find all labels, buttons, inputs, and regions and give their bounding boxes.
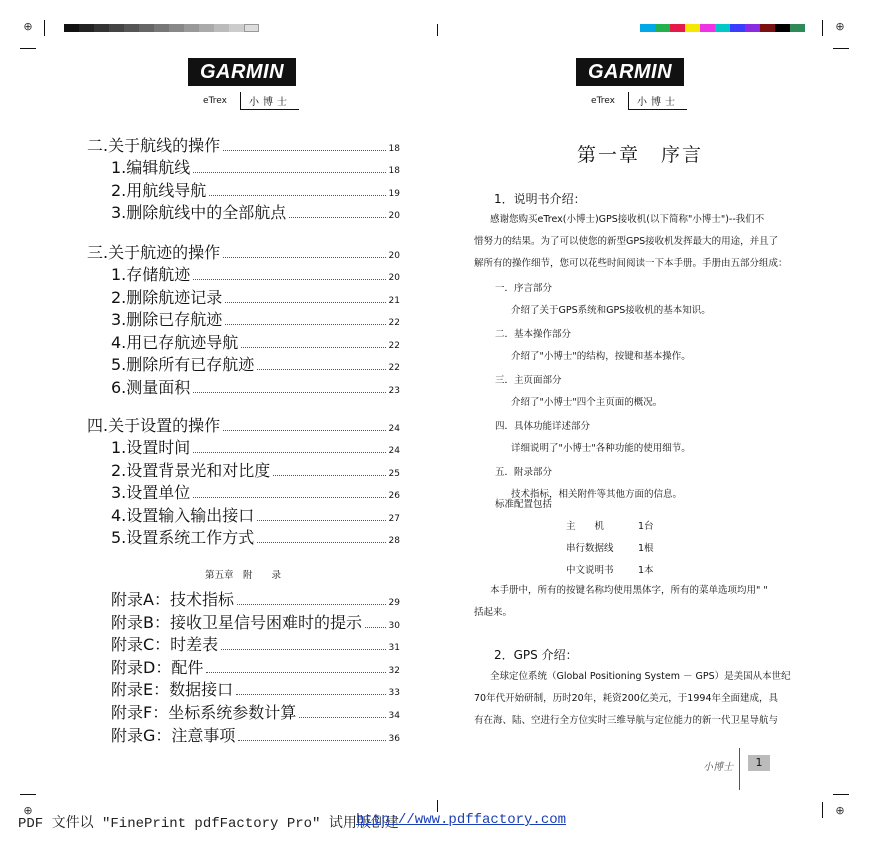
toc-page-number: 24	[388, 424, 400, 434]
registration-target-icon: ⊕	[23, 20, 33, 33]
section-1-title: 1．说明书介绍：	[494, 192, 586, 206]
color-swatch	[745, 24, 760, 32]
toc-item	[111, 285, 400, 308]
part-description: 详细说明了"小博士"各种功能的使用细节。	[511, 443, 691, 454]
toc-item	[111, 503, 400, 526]
toc-page-number: 19	[388, 188, 400, 199]
toc-entry-title: 5.删除所有已存航迹	[111, 352, 257, 375]
toc-entry-title: 1.设置时间	[111, 435, 193, 458]
crop-mark	[833, 794, 849, 795]
config-quantity: 1本	[638, 565, 654, 576]
crop-mark	[437, 800, 438, 812]
note-line: 本手册中，所有的按键名称均使用黑体字，所有的菜单选项均用" "	[490, 585, 768, 596]
toc-item	[111, 458, 400, 481]
toc-leader-dots	[237, 604, 386, 605]
garmin-logo	[576, 58, 684, 86]
pdffactory-link[interactable]	[356, 812, 566, 828]
toc-entry-title: 三.关于航迹的操作	[87, 240, 223, 263]
intro-line: 感谢您购买eTrex(小博士)GPS接收机(以下简称"小博士")--我们不	[490, 214, 765, 225]
toc-leader-dots	[193, 452, 385, 453]
toc-entry-title: 1.编辑航线	[111, 155, 193, 178]
gps-line: 有在海、陆、空进行全方位实时三维导航与定位能力的新一代卫星导航与	[474, 715, 779, 726]
toc-entry-title: 4.设置输入输出接口	[111, 503, 257, 526]
toc-page-number: 23	[388, 386, 400, 396]
toc-leader-dots	[257, 369, 385, 370]
chapter5-title: 第五章 附 录	[205, 570, 282, 581]
toc-page-number: 22	[388, 318, 400, 329]
color-swatch	[700, 24, 715, 32]
part-description: 技术指标，相关附件等其他方面的信息。	[511, 489, 683, 500]
footer-divider	[739, 748, 740, 790]
toc-entry-title: 附录B：接收卫星信号困难时的提示	[111, 610, 365, 633]
note-line: 括起来。	[474, 607, 513, 618]
toc-entry-title: 3.设置单位	[111, 480, 193, 503]
registration-target-icon: ⊕	[835, 20, 845, 33]
toc-page-number: 26	[388, 491, 400, 502]
color-swatch	[790, 24, 805, 32]
logo-brand: GARMIN	[587, 60, 673, 83]
toc-item	[111, 352, 400, 375]
part-description: 介绍了"小博士"四个主页面的概况。	[511, 397, 663, 408]
product-name: 小博士	[240, 92, 299, 110]
toc-page-number: 22	[388, 363, 400, 374]
toc-appendix-item	[111, 700, 400, 723]
toc-leader-dots	[223, 430, 385, 431]
part-title: 四．具体功能详述部分	[495, 421, 591, 432]
toc-item	[111, 307, 400, 330]
toc-item	[111, 178, 400, 201]
toc-item	[111, 262, 400, 285]
toc-leader-dots	[221, 649, 385, 650]
color-swatch	[685, 24, 700, 32]
toc-leader-dots	[257, 542, 385, 543]
config-quantity: 1台	[638, 521, 654, 532]
toc-leader-dots	[238, 740, 385, 741]
toc-leader-dots	[193, 172, 385, 173]
toc-page-number: 32	[388, 665, 400, 676]
toc-entry-title: 2.删除航迹记录	[111, 285, 225, 308]
part-description: 介绍了关于GPS系统和GPS接收机的基本知识。	[511, 305, 711, 316]
toc-item	[111, 330, 400, 353]
color-swatch	[655, 24, 670, 32]
toc-section	[87, 240, 400, 263]
color-swatch	[730, 24, 745, 32]
intro-line: 惜努力的结果。为了可以使您的新型GPS接收机发挥最大的用途，并且了	[474, 236, 779, 247]
pdffactory-link-text: http://www.pdffactory.com	[356, 812, 567, 828]
color-swatch	[670, 24, 685, 32]
toc-entry-title: 附录C：时差表	[111, 632, 221, 655]
toc-entry-title: 二.关于航线的操作	[87, 133, 223, 156]
toc-entry-title: 3.删除航线中的全部航点	[111, 200, 289, 223]
toc-leader-dots	[193, 392, 385, 393]
config-item: 中文说明书	[566, 565, 614, 576]
toc-page-number: 21	[388, 295, 400, 306]
toc-page-number: 18	[388, 166, 400, 176]
toc-entry-title: 5.设置系统工作方式	[111, 525, 257, 548]
toc-leader-dots	[289, 217, 385, 218]
toc-leader-dots	[236, 694, 385, 695]
toc-page-number: 20	[388, 251, 400, 261]
color-swatch	[760, 24, 775, 32]
toc-entry-title: 附录G：注意事项	[111, 723, 238, 746]
toc-page-number: 22	[388, 340, 400, 351]
toc-entry-title: 2.用航线导航	[111, 178, 209, 201]
toc-item	[111, 525, 400, 548]
toc-leader-dots	[365, 627, 386, 628]
config-item: 主 机	[566, 521, 605, 532]
product-name: 小博士	[628, 92, 687, 110]
toc-appendix-item	[111, 655, 400, 678]
color-swatch	[715, 24, 730, 32]
grayscale-strip	[64, 24, 259, 32]
toc-item	[111, 200, 400, 223]
section-2-title: 2．GPS 介绍：	[494, 648, 578, 662]
toc-entry-title: 附录F：坐标系统参数计算	[111, 700, 299, 723]
toc-page-number: 27	[388, 513, 400, 524]
toc-entry-title: 附录E：数据接口	[111, 677, 236, 700]
toc-page-number: 18	[388, 144, 400, 154]
toc-leader-dots	[193, 497, 385, 498]
toc-leader-dots	[257, 520, 385, 521]
footer-running-title: 小博士	[703, 762, 733, 773]
model-name: eTrex	[591, 96, 615, 106]
toc-page-number: 24	[388, 446, 400, 456]
gps-line: 全球定位系统（Global Positioning System － GPS）是美国从本世纪	[490, 671, 791, 682]
logo-subtitle	[578, 92, 687, 110]
toc-page-number: 34	[388, 711, 400, 721]
crop-mark	[437, 24, 438, 36]
toc-entry-title: 3.删除已存航迹	[111, 307, 225, 330]
config-quantity: 1根	[638, 543, 654, 554]
toc-page-number: 28	[388, 536, 400, 547]
toc-leader-dots	[206, 672, 385, 673]
toc-item	[111, 375, 400, 398]
part-title: 三．主页面部分	[495, 375, 562, 386]
std-config-title: 标准配置包括	[495, 499, 553, 510]
part-title: 二．基本操作部分	[495, 329, 572, 340]
toc-section	[87, 413, 400, 436]
crop-mark	[833, 48, 849, 49]
model-name: eTrex	[203, 96, 227, 106]
toc-page-number: 36	[388, 733, 400, 744]
garmin-logo	[188, 58, 296, 86]
part-description: 介绍了"小博士"的结构，按键和基本操作。	[511, 351, 691, 362]
color-strip	[640, 24, 805, 32]
toc-entry-title: 6.测量面积	[111, 375, 193, 398]
toc-appendix-item	[111, 632, 400, 655]
crop-mark	[20, 48, 36, 49]
page-number-badge	[748, 755, 770, 771]
toc-entry-title: 2.设置背景光和对比度	[111, 458, 273, 481]
toc-entry-title: 附录D：配件	[111, 655, 206, 678]
crop-mark	[44, 20, 45, 36]
crop-mark	[822, 802, 823, 818]
crop-mark	[822, 20, 823, 36]
toc-leader-dots	[193, 279, 385, 280]
toc-appendix-item	[111, 723, 400, 746]
toc-page-number: 29	[388, 598, 400, 608]
intro-line: 解所有的操作细节，您可以花些时间阅读一下本手册。手册由五部分组成：	[474, 258, 788, 269]
toc-page-number: 33	[388, 688, 400, 699]
toc-entry-title: 1.存储航迹	[111, 262, 193, 285]
toc-leader-dots	[241, 347, 385, 348]
config-item: 串行数据线	[566, 543, 614, 554]
toc-appendix-item	[111, 610, 400, 633]
toc-item	[111, 480, 400, 503]
toc-leader-dots	[223, 150, 385, 151]
toc-leader-dots	[223, 257, 385, 258]
page-number: 1	[755, 756, 763, 769]
toc-page-number: 31	[388, 643, 400, 654]
registration-target-icon: ⊕	[23, 804, 33, 817]
toc-appendix-item	[111, 677, 400, 700]
pdf-watermark-text	[18, 812, 399, 832]
color-swatch	[640, 24, 655, 32]
crop-mark	[20, 794, 36, 795]
toc-entry-title: 附录A：技术指标	[111, 587, 237, 610]
toc-leader-dots	[273, 475, 385, 476]
toc-leader-dots	[299, 717, 385, 718]
chapter-title: 第一章 序言	[577, 144, 704, 166]
toc-section	[87, 133, 400, 156]
toc-leader-dots	[225, 302, 385, 303]
toc-page-number: 30	[388, 620, 400, 631]
toc-page-number: 20	[388, 211, 400, 222]
pdf-footer-text: PDF 文件以 "FinePrint pdfFactory Pro" 试用版创建	[18, 816, 399, 832]
part-title: 一．序言部分	[495, 283, 553, 294]
toc-item	[111, 435, 400, 458]
color-swatch	[775, 24, 790, 32]
toc-entry-title: 四.关于设置的操作	[87, 413, 223, 436]
logo-brand: GARMIN	[199, 60, 285, 83]
toc-appendix-item	[111, 587, 400, 610]
part-title: 五．附录部分	[495, 467, 553, 478]
gps-line: 70年代开始研制，历时20年，耗资200亿美元，于1994年全面建成，具	[474, 693, 778, 704]
toc-page-number: 20	[388, 273, 400, 283]
registration-target-icon: ⊕	[835, 804, 845, 817]
logo-subtitle	[190, 92, 299, 110]
toc-entry-title: 4.用已存航迹导航	[111, 330, 241, 353]
toc-leader-dots	[209, 195, 385, 196]
toc-item	[111, 155, 400, 178]
toc-page-number: 25	[388, 468, 400, 479]
toc-leader-dots	[225, 324, 385, 325]
